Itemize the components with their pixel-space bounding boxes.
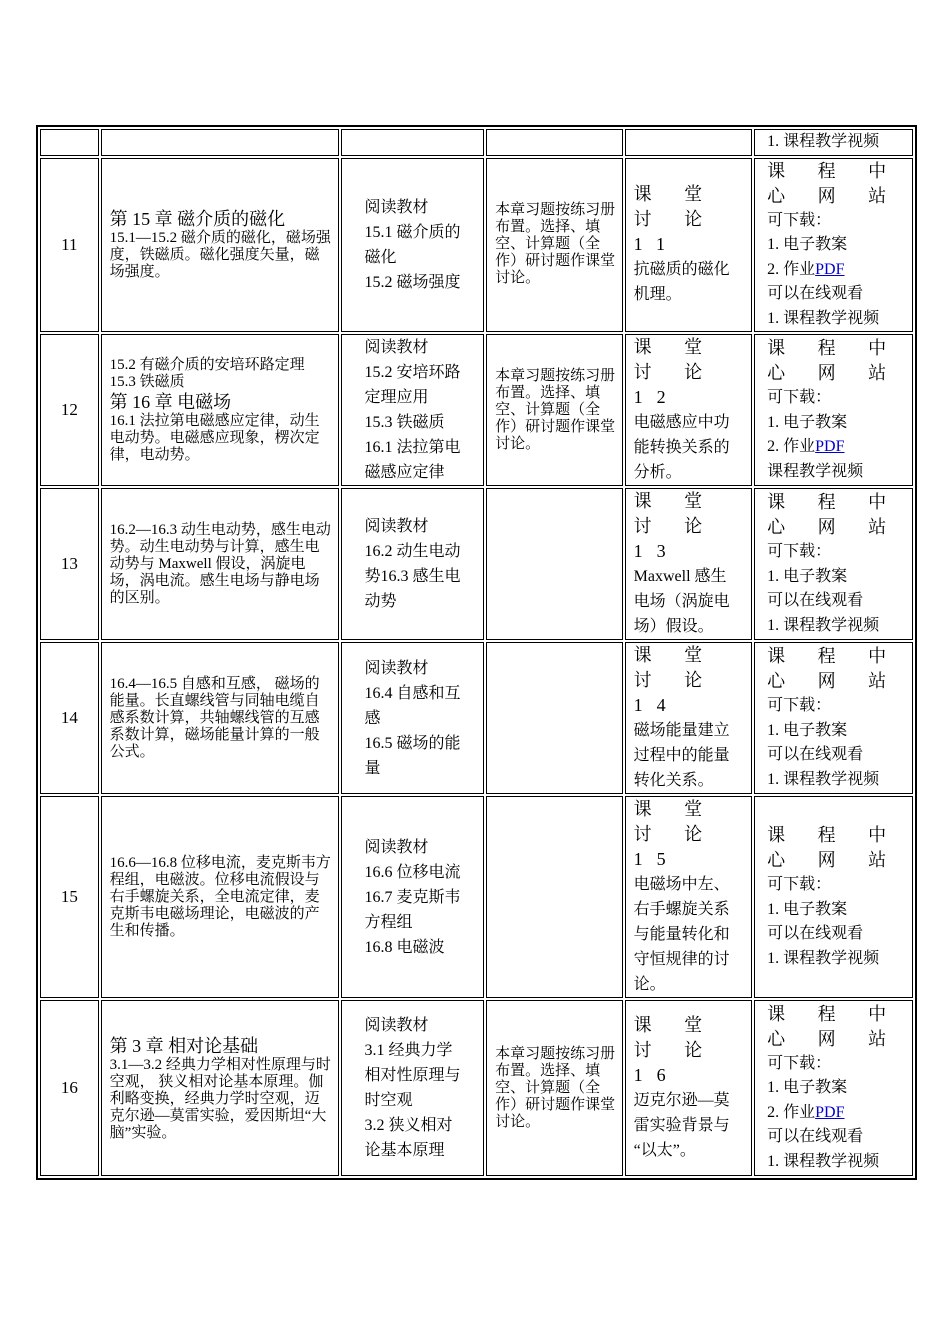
resource-line: 1. 课程教学视频 <box>767 309 880 327</box>
discussion-title: 课 堂 讨 论 14 <box>633 645 717 715</box>
reading-line: 量 <box>364 759 381 777</box>
resource-line: 可下载： <box>767 389 832 406</box>
cell-homework <box>486 334 623 486</box>
reading-line: 15.3 铁磁质 <box>364 414 445 431</box>
cell-discussion <box>625 488 752 640</box>
table-row <box>40 1000 913 1176</box>
topic-text: 16.2—16.3 动生电动势，感生电动势。动生电动势与计算，感生电动势与 Maxwell 假设，涡旋电场，涡电流。感生电场与静电场的区别。 <box>109 521 331 606</box>
homework-text: 本章习题按练习册布置。选择、填空、计算题（全作）研讨题作课堂讨论。 <box>495 202 616 287</box>
reading-line: 阅读教材 <box>364 518 429 535</box>
course-site-title: 课 程 中 心 网 站 <box>767 492 901 537</box>
schedule-table <box>36 125 917 1180</box>
topic-text: 3.1—3.2 经典力学相对性原理与时空观， 狭义相对论基本原理。伽利略变换，经典力学时空观，迈克尔逊—莫雷实验，爱因斯坦“大脑”实验。 <box>109 1056 331 1141</box>
resource-line: 课程教学视频 <box>767 462 864 480</box>
homework-prefix: 2. 作业 <box>767 438 816 455</box>
cell-homework <box>486 158 623 333</box>
discussion-line: 迈克尔逊—莫 <box>633 1092 730 1109</box>
resource-line: 1. 电子教案 <box>767 236 848 253</box>
reading-line: 相对性原理与 <box>364 1067 461 1084</box>
resource-line: 可以在线观看 <box>767 592 864 609</box>
discussion-line: 电磁感应中功 <box>633 414 730 431</box>
course-site-title: 课 程 中 心 网 站 <box>767 1003 901 1049</box>
resource-line: 可以在线观看 <box>767 746 864 763</box>
reading-line: 15.2 磁场强度 <box>364 273 461 291</box>
cell-homework <box>486 642 623 794</box>
cell-resources <box>754 129 913 156</box>
discussion-line: 与能量转化和 <box>633 926 730 943</box>
discussion-line: 能转换关系的 <box>633 439 730 456</box>
cell-topic <box>101 334 340 486</box>
cell-num <box>40 129 99 156</box>
reading-line: 16.8 电磁波 <box>364 938 445 956</box>
lesson-number: 12 <box>40 334 99 486</box>
cell-reading <box>341 334 484 486</box>
reading-line: 16.1 法拉第电 <box>364 439 461 456</box>
chapter-title: 第 16 章 电磁场 <box>109 391 232 412</box>
cell-topic <box>101 796 340 998</box>
resource-line: 1. 课程教学视频 <box>767 616 880 634</box>
reading-line: 15.1 磁介质的 <box>364 223 461 241</box>
reading-line: 3.1 经典力学 <box>364 1042 453 1059</box>
discussion-line: 电场（涡旋电 <box>633 593 730 610</box>
homework-prefix: 2. 作业 <box>767 1103 816 1121</box>
resource-line: 可下载： <box>767 543 832 560</box>
discussion-line: 论。 <box>633 976 666 993</box>
lesson-number: 15 <box>40 796 99 998</box>
reading-line: 16.7 麦克斯韦 <box>364 888 461 906</box>
cell-homework <box>486 796 623 998</box>
course-site-title: 课 程 中 心 网 站 <box>767 160 901 206</box>
table-row <box>40 334 913 486</box>
cell-resources <box>754 642 913 794</box>
discussion-line: 磁场能量建立 <box>633 722 730 739</box>
cell-discussion <box>625 796 752 998</box>
cell-topic <box>101 642 340 794</box>
discussion-line: 场）假设。 <box>633 618 714 635</box>
resource-line: 可以在线观看 <box>767 925 864 942</box>
reading-line: 16.6 位移电流 <box>364 863 461 881</box>
cell-resources <box>754 334 913 486</box>
resource-line: 可下载： <box>767 1054 832 1072</box>
resource-line: 1. 电子教案 <box>767 721 848 739</box>
reading-line: 16.2 动生电动 <box>364 543 461 560</box>
reading-line: 论基本原理 <box>364 1142 445 1159</box>
lesson-number: 14 <box>40 642 99 794</box>
cell-topic <box>101 129 340 156</box>
resource-line: 1. 电子教案 <box>767 1079 848 1097</box>
homework-pdf-link[interactable]: PDF <box>815 260 845 278</box>
cell-discussion <box>625 158 752 333</box>
topic-text: 16.4—16.5 自感和互感， 磁场的能量。长直螺线管与同轴电缆自感系数计算，共轴螺线管的互感系数计算，磁场能量计算的一般公式。 <box>109 675 320 760</box>
resource-line: 可下载： <box>767 876 832 893</box>
resource-line: 1. 电子教案 <box>767 413 848 431</box>
reading-line: 方程组 <box>364 913 413 931</box>
discussion-line: 转化关系。 <box>633 772 714 789</box>
cell-discussion <box>625 642 752 794</box>
homework-pdf-line <box>767 258 906 283</box>
reading-line: 磁化 <box>364 248 397 266</box>
table-row-continued <box>40 129 913 156</box>
cell-discussion <box>625 1000 752 1176</box>
discussion-title: 课 堂 讨 论 13 <box>633 491 717 561</box>
reading-line: 阅读教材 <box>364 339 429 356</box>
topic-text: 16.1 法拉第电磁感应定律，动生电动势。电磁感应现象，楞次定律，电动势。 <box>109 412 320 463</box>
discussion-line: 机理。 <box>633 286 682 304</box>
resource-line: 1. 电子教案 <box>767 567 848 585</box>
cell-reading <box>341 158 484 333</box>
chapter-title: 第 3 章 相对论基础 <box>109 1035 259 1056</box>
reading-line: 动势 <box>364 593 397 610</box>
cell-reading <box>341 488 484 640</box>
cell-resources <box>754 1000 913 1176</box>
homework-pdf-line <box>767 1101 906 1126</box>
cell-homework <box>486 1000 623 1176</box>
discussion-line: 过程中的能量 <box>633 747 730 764</box>
reading-line: 15.2 安培环路 <box>364 364 461 381</box>
resource-line: 1. 电子教案 <box>767 900 848 918</box>
discussion-line: 雷实验背景与 <box>633 1117 730 1134</box>
resource-line: 1. 课程教学视频 <box>767 949 880 967</box>
reading-line: 感 <box>364 709 381 727</box>
lesson-number: 16 <box>40 1000 99 1176</box>
course-site-title: 课 程 中 心 网 站 <box>767 825 901 870</box>
resource-line: 可以在线观看 <box>767 1128 864 1146</box>
cell-reading <box>341 642 484 794</box>
cell-resources <box>754 488 913 640</box>
resource-line: 可下载： <box>767 211 832 229</box>
discussion-line: 电磁场中左、 <box>633 876 730 893</box>
discussion-title: 课 堂 讨 论 12 <box>633 337 717 407</box>
lesson-number: 11 <box>40 158 99 333</box>
homework-text: 本章习题按练习册布置。选择、填空、计算题（全作）研讨题作课堂讨论。 <box>495 367 616 452</box>
course-site-title: 课 程 中 心 网 站 <box>767 646 901 691</box>
cell-homework <box>486 488 623 640</box>
discussion-line: 右手螺旋关系 <box>633 901 730 918</box>
cell-topic <box>101 158 340 333</box>
cell-reading <box>341 796 484 998</box>
discussion-title: 课 堂 讨 论 15 <box>633 799 717 869</box>
reading-line: 时空观 <box>364 1092 413 1109</box>
topic-text: 15.1—15.2 磁介质的磁化，磁场强度，铁磁质。磁化强度矢量，磁场强度。 <box>109 230 331 281</box>
reading-line: 阅读教材 <box>364 198 429 216</box>
lesson-number: 13 <box>40 488 99 640</box>
reading-line: 阅读教材 <box>364 838 429 856</box>
cell-homework <box>486 129 623 156</box>
chapter-title: 第 15 章 磁介质的磁化 <box>109 209 286 230</box>
cell-resources <box>754 158 913 333</box>
discussion-line: 守恒规律的讨 <box>633 951 730 968</box>
resource-line: 可下载： <box>767 697 832 714</box>
discussion-title: 课 堂 讨 论 16 <box>633 1015 717 1085</box>
homework-pdf-line <box>767 435 906 460</box>
table-row <box>40 642 913 794</box>
table-row <box>40 158 913 333</box>
resource-video: 1. 课程教学视频 <box>767 133 880 150</box>
homework-prefix: 2. 作业 <box>767 260 816 278</box>
cell-reading <box>341 1000 484 1176</box>
resource-line: 可以在线观看 <box>767 285 864 302</box>
homework-text: 本章习题按练习册布置。选择、填空、计算题（全作）研讨题作课堂讨论。 <box>495 1045 616 1130</box>
course-site-title: 课 程 中 心 网 站 <box>767 338 901 383</box>
discussion-line: 抗磁质的磁化 <box>633 261 730 279</box>
cell-discussion <box>625 129 752 156</box>
reading-line: 16.5 磁场的能 <box>364 734 461 752</box>
resource-line: 1. 课程教学视频 <box>767 770 880 788</box>
topic-text: 16.6—16.8 位移电流，麦克斯韦方程组，电磁波。位移电流假设与右手螺旋关系，全电流定律，麦克斯韦电磁场理论，电磁波的产生和传播。 <box>109 854 331 939</box>
resource-line: 1. 课程教学视频 <box>767 1152 880 1170</box>
discussion-line: Maxwell 感生 <box>633 568 727 585</box>
discussion-line: “以太”。 <box>633 1142 696 1159</box>
cell-discussion <box>625 334 752 486</box>
reading-line: 阅读教材 <box>364 659 429 677</box>
cell-topic <box>101 1000 340 1176</box>
reading-line: 势16.3 感生电 <box>364 568 461 585</box>
homework-pdf-link[interactable]: PDF <box>815 438 845 455</box>
table-row <box>40 796 913 998</box>
reading-line: 阅读教材 <box>364 1017 429 1034</box>
reading-line: 16.4 自感和互 <box>364 684 461 702</box>
topic-pre-text: 15.2 有磁介质的安培环路定理 15.3 铁磁质 <box>109 356 305 390</box>
homework-pdf-link[interactable]: PDF <box>815 1103 845 1121</box>
cell-resources <box>754 796 913 998</box>
discussion-line: 分析。 <box>633 464 682 481</box>
reading-line: 定理应用 <box>364 389 429 406</box>
table-row <box>40 488 913 640</box>
cell-reading <box>341 129 484 156</box>
discussion-title: 课 堂 讨 论 11 <box>633 184 717 255</box>
reading-line: 3.2 狭义相对 <box>364 1117 453 1134</box>
cell-topic <box>101 488 340 640</box>
reading-line: 磁感应定律 <box>364 464 445 481</box>
